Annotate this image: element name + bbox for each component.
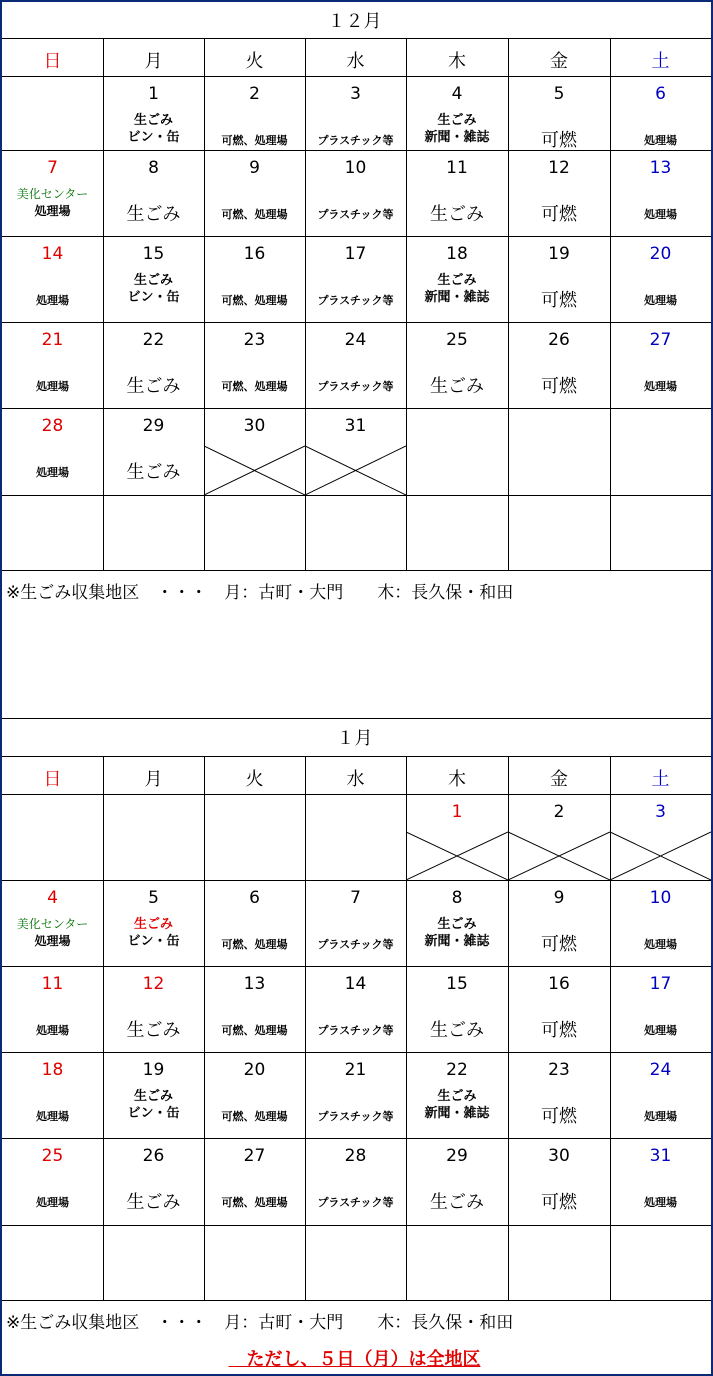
day-number: 27 xyxy=(243,1146,266,1166)
day-cell xyxy=(508,1052,610,1138)
collection-label: 生ごみ xyxy=(430,376,484,397)
day-number: 8 xyxy=(148,158,159,178)
weekday-header: 月 xyxy=(144,769,163,790)
day-cell xyxy=(610,1052,711,1138)
collection-label: 可燃 xyxy=(541,1106,577,1127)
month-title: １月 xyxy=(336,728,373,749)
collection-label: 生ごみ xyxy=(126,204,181,225)
closed-day-cross-mark xyxy=(204,408,305,495)
day-number: 26 xyxy=(142,1146,165,1166)
day-cell xyxy=(204,322,305,408)
day-number: 28 xyxy=(344,1146,367,1166)
day-cell xyxy=(2,236,103,322)
empty-cell xyxy=(103,1225,204,1300)
collection-label: 可燃、処理場 xyxy=(221,1024,288,1037)
collection-label: プラスチック等 xyxy=(317,294,394,307)
closed-day-cross-mark xyxy=(305,408,406,495)
day-number: 27 xyxy=(649,330,672,350)
empty-cell xyxy=(103,495,204,570)
collection-label xyxy=(406,112,508,146)
collection-label-line2: ビン・缶 xyxy=(127,290,180,305)
collection-label-line1: 美化センター xyxy=(16,187,89,201)
day-number: 26 xyxy=(548,330,570,350)
collection-label: 生ごみ xyxy=(126,1192,181,1213)
collection-label: 生ごみ xyxy=(430,1020,484,1041)
collection-label xyxy=(406,916,508,950)
collection-label xyxy=(406,1088,508,1122)
day-number: 8 xyxy=(451,888,463,908)
collection-label: 処理場 xyxy=(644,1110,677,1123)
collection-label: 処理場 xyxy=(36,1196,69,1209)
collection-label-line1: 生ごみ xyxy=(437,917,477,932)
collection-label: 可燃 xyxy=(541,1020,577,1041)
day-cell xyxy=(2,1138,103,1225)
empty-cell xyxy=(204,1225,305,1300)
day-cell xyxy=(204,966,305,1052)
day-cell xyxy=(508,966,610,1052)
day-number: 24 xyxy=(344,330,367,350)
day-cell xyxy=(610,322,711,408)
grid-line xyxy=(2,38,711,39)
day-cell xyxy=(305,150,406,236)
day-number: 31 xyxy=(344,416,367,436)
day-number: 28 xyxy=(41,416,64,436)
collection-label: 生ごみ xyxy=(430,204,484,225)
day-cell xyxy=(406,1052,508,1138)
day-number: 16 xyxy=(548,974,570,994)
day-cell xyxy=(305,76,406,150)
day-cell xyxy=(508,1138,610,1225)
day-cell xyxy=(508,150,610,236)
day-number: 23 xyxy=(548,1060,570,1080)
day-number: 18 xyxy=(41,1060,64,1080)
day-number: 3 xyxy=(350,84,361,104)
collection-label-line1: 生ごみ xyxy=(437,273,477,288)
empty-cell xyxy=(305,794,406,880)
day-cell xyxy=(610,966,711,1052)
collection-label: 生ごみ xyxy=(430,1192,484,1213)
day-number: 1 xyxy=(451,802,463,822)
day-number: 31 xyxy=(649,1146,672,1166)
empty-cell xyxy=(305,1225,406,1300)
empty-cell xyxy=(204,495,305,570)
day-number: 12 xyxy=(142,974,165,994)
empty-cell xyxy=(103,794,204,880)
day-cell xyxy=(305,1052,406,1138)
collection-label-line2: 新聞・雑誌 xyxy=(424,934,490,949)
day-number: 4 xyxy=(451,84,463,104)
collection-label: 生ごみ xyxy=(126,1020,181,1041)
collection-label xyxy=(2,186,103,220)
empty-cell xyxy=(406,495,508,570)
day-cell xyxy=(204,76,305,150)
day-number: 11 xyxy=(41,974,64,994)
day-number: 23 xyxy=(243,330,266,350)
day-cell xyxy=(204,150,305,236)
day-cell xyxy=(204,236,305,322)
day-number: 10 xyxy=(649,888,672,908)
weekday-header: 火 xyxy=(245,769,264,790)
collection-label: 処理場 xyxy=(36,466,69,479)
day-number: 13 xyxy=(243,974,266,994)
collection-label: 可燃 xyxy=(541,934,577,955)
day-cell xyxy=(610,880,711,966)
closed-day-cross-mark xyxy=(610,794,711,880)
day-number: 9 xyxy=(553,888,565,908)
day-number: 10 xyxy=(344,158,367,178)
day-cell xyxy=(406,794,508,880)
weekday-header: 金 xyxy=(550,51,568,72)
grid-line xyxy=(2,718,711,719)
weekday-header: 木 xyxy=(448,51,466,72)
collection-label: プラスチック等 xyxy=(317,938,394,951)
day-number: 15 xyxy=(142,244,165,264)
collection-label xyxy=(2,916,103,950)
day-cell xyxy=(610,76,711,150)
grid-line xyxy=(2,1300,711,1301)
day-cell xyxy=(2,150,103,236)
collection-label: プラスチック等 xyxy=(317,1024,394,1037)
empty-cell xyxy=(406,408,508,495)
day-cell xyxy=(204,880,305,966)
grid-line xyxy=(2,756,711,757)
collection-label: 可燃、処理場 xyxy=(221,380,288,393)
collection-label-line1: 生ごみ xyxy=(437,113,477,128)
day-number: 29 xyxy=(142,416,165,436)
empty-cell xyxy=(610,1225,711,1300)
closed-day-cross-mark xyxy=(508,794,610,880)
day-cell xyxy=(204,1138,305,1225)
collection-label: 可燃 xyxy=(541,204,577,225)
day-number: 14 xyxy=(344,974,367,994)
collection-label xyxy=(103,1088,204,1122)
collection-label: 可燃、処理場 xyxy=(221,938,288,951)
collection-label: プラスチック等 xyxy=(317,1110,394,1123)
day-cell xyxy=(305,236,406,322)
collection-label: 可燃 xyxy=(541,376,577,397)
day-number: 30 xyxy=(548,1146,570,1166)
day-number: 7 xyxy=(350,888,361,908)
day-number: 11 xyxy=(446,158,468,178)
day-number: 20 xyxy=(243,1060,266,1080)
collection-label: 処理場 xyxy=(644,294,677,307)
collection-label-line1: 生ごみ xyxy=(437,1089,477,1104)
day-number: 19 xyxy=(548,244,570,264)
day-cell xyxy=(2,1052,103,1138)
day-cell xyxy=(406,322,508,408)
empty-cell xyxy=(2,1225,103,1300)
collection-label-line2: ビン・缶 xyxy=(127,130,180,145)
day-cell xyxy=(508,880,610,966)
day-cell xyxy=(406,1138,508,1225)
day-number: 17 xyxy=(649,974,672,994)
collection-label-line2: 新聞・雑誌 xyxy=(424,130,490,145)
empty-cell xyxy=(610,408,711,495)
day-number: 5 xyxy=(148,888,159,908)
collection-label: 処理場 xyxy=(644,208,677,221)
collection-label-line2: 新聞・雑誌 xyxy=(424,1106,490,1121)
day-cell xyxy=(103,76,204,150)
special-notice xyxy=(0,1345,709,1371)
collection-label-line2: ビン・缶 xyxy=(127,934,180,949)
day-number: 1 xyxy=(148,84,159,104)
collection-label: 可燃、処理場 xyxy=(221,1110,288,1123)
collection-label-line2: 処理場 xyxy=(34,934,71,948)
collection-label-line1: 生ごみ xyxy=(133,1089,173,1104)
day-number: 2 xyxy=(249,84,260,104)
day-cell xyxy=(508,236,610,322)
empty-cell xyxy=(508,495,610,570)
day-cell xyxy=(2,408,103,495)
day-cell xyxy=(103,322,204,408)
day-number: 7 xyxy=(47,158,58,178)
collection-label-line1: 美化センター xyxy=(16,917,89,931)
day-cell xyxy=(508,322,610,408)
collection-label: 処理場 xyxy=(36,1110,69,1123)
day-cell xyxy=(2,322,103,408)
weekday-header: 土 xyxy=(651,769,670,790)
day-cell xyxy=(103,236,204,322)
weekday-header: 水 xyxy=(346,51,365,72)
empty-cell xyxy=(508,1225,610,1300)
day-cell xyxy=(305,322,406,408)
day-number: 16 xyxy=(243,244,266,264)
day-cell xyxy=(204,408,305,495)
day-cell xyxy=(103,966,204,1052)
day-cell xyxy=(305,408,406,495)
closed-day-cross-mark xyxy=(406,794,508,880)
day-number: 24 xyxy=(649,1060,672,1080)
day-cell xyxy=(406,150,508,236)
day-cell xyxy=(103,880,204,966)
day-cell xyxy=(2,966,103,1052)
collection-label: 処理場 xyxy=(36,380,69,393)
collection-label: 可燃、処理場 xyxy=(221,294,288,307)
weekday-header: 日 xyxy=(43,51,62,72)
day-number: 4 xyxy=(47,888,58,908)
empty-cell xyxy=(508,408,610,495)
day-number: 25 xyxy=(41,1146,64,1166)
day-cell xyxy=(103,408,204,495)
collection-area-note: ※生ごみ収集地区 ・・・ 月：古町・大門 木：長久保・和田 xyxy=(6,1313,514,1333)
collection-label: 処理場 xyxy=(36,1024,69,1037)
day-cell xyxy=(406,966,508,1052)
day-number: 3 xyxy=(655,802,666,822)
day-number: 19 xyxy=(142,1060,165,1080)
collection-label xyxy=(103,272,204,306)
collection-area-note: ※生ごみ収集地区 ・・・ 月：古町・大門 木：長久保・和田 xyxy=(6,583,514,603)
empty-cell xyxy=(610,495,711,570)
day-cell xyxy=(610,150,711,236)
collection-label: 可燃 xyxy=(541,1192,577,1213)
weekday-header: 水 xyxy=(346,769,365,790)
month-title: １２月 xyxy=(327,11,382,32)
collection-label-line1: 生ごみ xyxy=(133,273,173,288)
collection-label: 処理場 xyxy=(644,938,677,951)
day-cell xyxy=(406,236,508,322)
day-number: 6 xyxy=(655,84,666,104)
day-number: 15 xyxy=(446,974,468,994)
collection-label-line1: 生ごみ xyxy=(133,113,173,128)
collection-label: 可燃 xyxy=(541,290,577,311)
day-number: 21 xyxy=(41,330,64,350)
day-cell xyxy=(305,880,406,966)
day-cell xyxy=(508,794,610,880)
empty-cell xyxy=(204,794,305,880)
collection-label: 処理場 xyxy=(644,1196,677,1209)
collection-label: 可燃、処理場 xyxy=(221,1196,288,1209)
day-number: 21 xyxy=(344,1060,367,1080)
day-cell xyxy=(305,966,406,1052)
collection-label-line2: 処理場 xyxy=(34,204,71,218)
weekday-header: 土 xyxy=(651,51,670,72)
collection-label: 可燃、処理場 xyxy=(221,208,288,221)
collection-label-line1: 生ごみ xyxy=(133,917,173,932)
day-number: 30 xyxy=(243,416,266,436)
collection-label: 可燃 xyxy=(541,130,577,151)
collection-label: プラスチック等 xyxy=(317,134,394,147)
weekday-header: 月 xyxy=(144,51,163,72)
collection-label: 処理場 xyxy=(644,380,677,393)
day-cell xyxy=(406,76,508,150)
day-cell xyxy=(305,1138,406,1225)
empty-cell xyxy=(2,495,103,570)
empty-cell xyxy=(2,76,103,150)
day-number: 6 xyxy=(249,888,260,908)
day-number: 9 xyxy=(249,158,260,178)
collection-label: 処理場 xyxy=(644,1024,677,1037)
day-number: 14 xyxy=(41,244,64,264)
day-cell xyxy=(103,150,204,236)
collection-label: 処理場 xyxy=(36,294,69,307)
collection-label: プラスチック等 xyxy=(317,1196,394,1209)
day-cell xyxy=(103,1052,204,1138)
collection-label xyxy=(406,272,508,306)
weekday-header: 日 xyxy=(43,769,62,790)
collection-label: 可燃、処理場 xyxy=(221,134,288,147)
day-cell xyxy=(2,880,103,966)
collection-label-line2: ビン・缶 xyxy=(127,1106,180,1121)
day-number: 12 xyxy=(548,158,570,178)
collection-label-line2: 新聞・雑誌 xyxy=(424,290,490,305)
day-number: 29 xyxy=(446,1146,468,1166)
day-number: 13 xyxy=(649,158,672,178)
collection-label: プラスチック等 xyxy=(317,380,394,393)
day-cell xyxy=(406,880,508,966)
day-cell xyxy=(610,1138,711,1225)
collection-label: 処理場 xyxy=(644,134,677,147)
day-number: 18 xyxy=(446,244,468,264)
day-number: 2 xyxy=(553,802,565,822)
day-number: 20 xyxy=(649,244,672,264)
collection-label: 生ごみ xyxy=(126,462,181,483)
collection-label: 生ごみ xyxy=(126,376,181,397)
day-cell xyxy=(103,1138,204,1225)
day-number: 5 xyxy=(553,84,565,104)
collection-label xyxy=(103,916,204,950)
collection-label xyxy=(103,112,204,146)
day-number: 22 xyxy=(142,330,165,350)
day-number: 17 xyxy=(344,244,367,264)
collection-label: プラスチック等 xyxy=(317,208,394,221)
empty-cell xyxy=(2,794,103,880)
weekday-header: 金 xyxy=(550,769,568,790)
day-cell xyxy=(508,76,610,150)
weekday-header: 火 xyxy=(245,51,264,72)
day-cell xyxy=(204,1052,305,1138)
day-number: 25 xyxy=(446,330,468,350)
weekday-header: 木 xyxy=(448,769,466,790)
grid-line xyxy=(2,570,711,571)
day-cell xyxy=(610,794,711,880)
empty-cell xyxy=(305,495,406,570)
empty-cell xyxy=(406,1225,508,1300)
day-number: 22 xyxy=(446,1060,468,1080)
day-cell xyxy=(610,236,711,322)
special-notice-text: ただし、５日（月）は全地区 xyxy=(228,1349,481,1370)
